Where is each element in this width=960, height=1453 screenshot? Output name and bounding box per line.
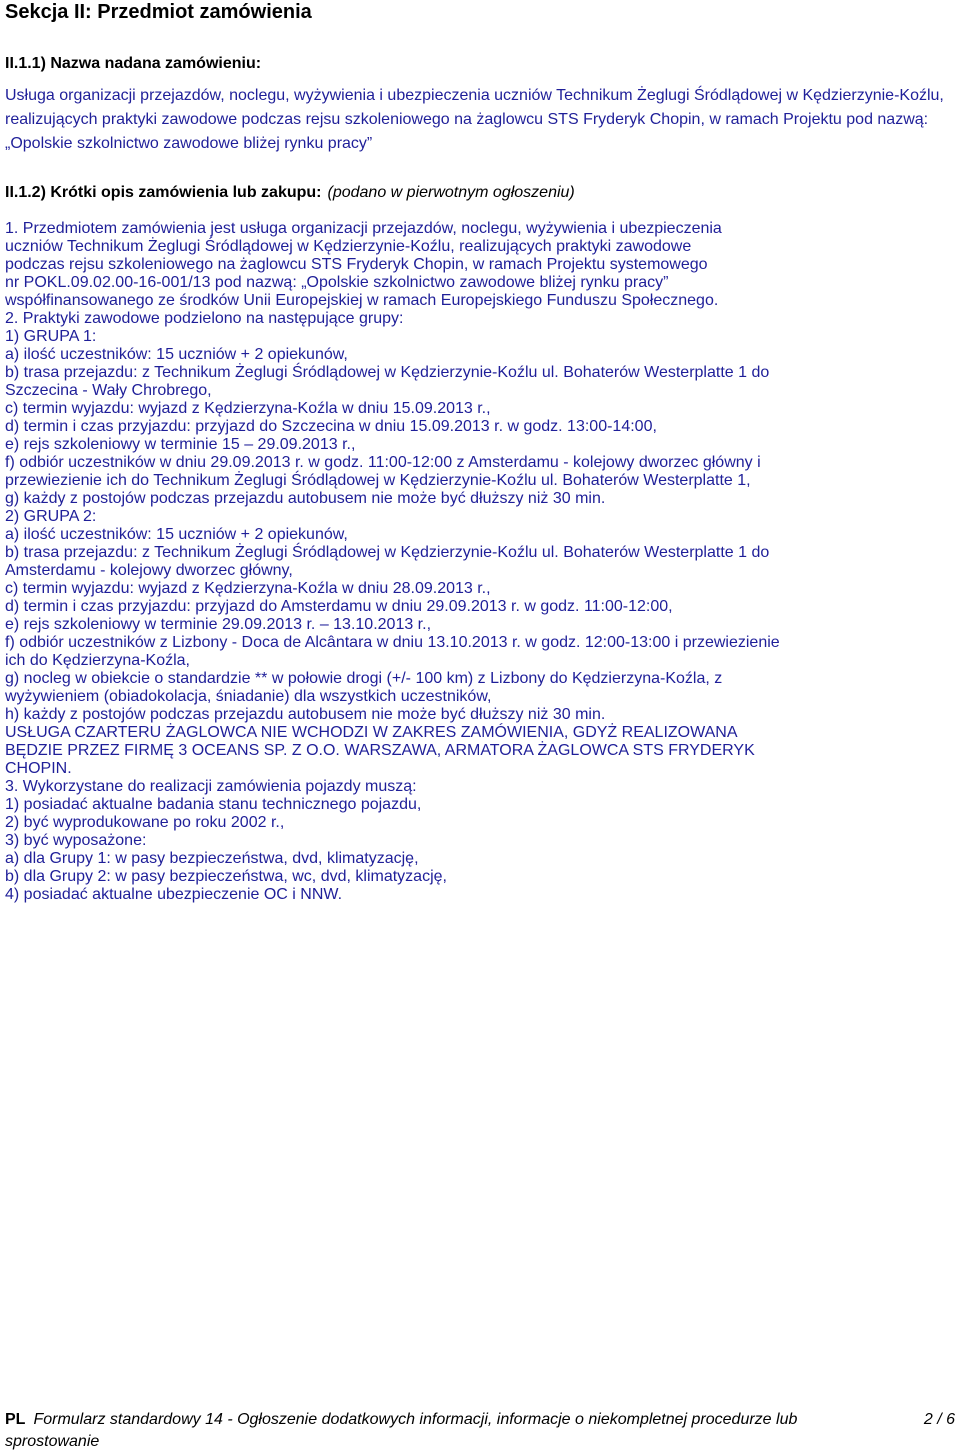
desc-line: 2) GRUPA 2: [5, 508, 97, 525]
desc-line: d) termin i czas przyjazdu: przyjazd do Szczecina w dniu 15.09.2013 r. w godz. 13:00-14:00, [5, 418, 657, 435]
desc-line: 4) posiadać aktualne ubezpieczenie OC i NNW. [5, 886, 343, 903]
desc-line: ich do Kędzierzyna-Koźla, [5, 652, 190, 669]
desc-line: e) rejs szkoleniowy w terminie 29.09.2013 r. – 13.10.2013 r., [5, 616, 432, 633]
desc-line: h) każdy z postojów podczas przejazdu autobusem nie może być dłuższy niż 30 min. [5, 706, 606, 723]
desc-line: podczas rejsu szkoleniowego na żaglowcu STS Fryderyk Chopin, w ramach Projektu systemowego [5, 256, 708, 273]
footer [5, 1409, 805, 1453]
desc-line: USŁUGA CZARTERU ŻAGLOWCA NIE WCHODZI W ZAKRES ZAMÓWIENIA, GDYŻ REALIZOWANA [5, 724, 738, 741]
desc-line: 3. Wykorzystane do realizacji zamówienia pojazdy muszą: [5, 778, 417, 795]
desc-line: a) dla Grupy 1: w pasy bezpieczeństwa, dvd, klimatyzację, [5, 850, 419, 867]
desc-line: a) ilość uczestników: 15 uczniów + 2 opiekunów, [5, 526, 348, 543]
desc-line: Amsterdamu - kolejowy dworzec główny, [5, 562, 293, 579]
desc-line: f) odbiór uczestników w dniu 29.09.2013 r. w godz. 11:00-12:00 z Amsterdamu - kolejowy dworzec główny i [5, 454, 761, 471]
desc-line: b) dla Grupy 2: w pasy bezpieczeństwa, wc, dvd, klimatyzację, [5, 868, 447, 885]
desc-line: przewiezienie ich do Technikum Żeglugi Śródlądowej w Kędzierzynie-Koźlu ul. Bohaterów Westerplatte 1, [5, 472, 751, 489]
desc-line: nr POKL.09.02.00-16-001/13 pod nazwą: „Opolskie szkolnictwo zawodowe bliżej rynku pracy” [5, 274, 669, 291]
name-text: Usługa organizacji przejazdów, noclegu, wyżywienia i ubezpieczenia uczniów Technikum Żeglugi Śródlądowej w Kędzierzynie-Koźlu, realizujących praktyki zawodowe podczas rejsu szkoleniowego na żaglowcu STS Fryderyk Chopin, w ramach Projektu pod nazwą: „Opolskie szkolnictwo zawodowe bliżej rynku pracy” [5, 87, 944, 152]
desc-line: e) rejs szkoleniowy w terminie 15 – 29.09.2013 r., [5, 436, 356, 453]
desc-line: 1. Przedmiotem zamówienia jest usługa organizacji przejazdów, noclegu, wyżywienia i ubezpieczenia [5, 220, 722, 237]
desc-line: f) odbiór uczestników z Lizbony - Doca de Alcântara w dniu 13.10.2013 r. w godz. 12:00-13:00 i przewiezienie [5, 634, 780, 651]
short-desc-body [5, 220, 957, 904]
desc-line: c) termin wyjazdu: wyjazd z Kędzierzyna-Koźla w dniu 15.09.2013 r., [5, 400, 491, 417]
short-desc-heading [5, 183, 575, 203]
desc-line: CHOPIN. [5, 760, 72, 777]
desc-line: BĘDZIE PRZEZ FIRMĘ 3 OCEANS SP. Z O.O. WARSZAWA, ARMATORA ŻAGLOWCA STS FRYDERYK [5, 742, 755, 759]
page-number: 2 / 6 [923, 1411, 955, 1428]
desc-line: a) ilość uczestników: 15 uczniów + 2 opiekunów, [5, 346, 348, 363]
desc-line: Szczecina - Wały Chrobrego, [5, 382, 212, 399]
short-desc-note: (podano w pierwotnym ogłoszeniu) [327, 184, 575, 201]
desc-line: 1) GRUPA 1: [5, 328, 97, 345]
desc-line: g) nocleg w obiekcie o standardzie ** w połowie drogi (+/- 100 km) z Lizbony do Kędzierzyna-Koźla, z [5, 670, 723, 687]
desc-line: 1) posiadać aktualne badania stanu technicznego pojazdu, [5, 796, 422, 813]
desc-line: uczniów Technikum Żeglugi Śródlądowej w Kędzierzynie-Koźlu, realizujących praktyki zawodowe [5, 238, 692, 255]
desc-line: współfinansowanego ze środków Unii Europejskiej w ramach Europejskiego Funduszu Społecznego. [5, 292, 719, 309]
desc-line: g) każdy z postojów podczas przejazdu autobusem nie może być dłuższy niż 30 min. [5, 490, 606, 507]
short-desc-heading-label: II.1.2) Krótki opis zamówienia lub zakupu: [5, 184, 322, 201]
desc-line: c) termin wyjazdu: wyjazd z Kędzierzyna-Koźla w dniu 28.09.2013 r., [5, 580, 491, 597]
footer-lang: PL [5, 1411, 26, 1428]
desc-line: wyżywieniem (obiadokolacja, śniadanie) dla wszystkich uczestników, [5, 688, 492, 705]
name-heading: II.1.1) Nazwa nadana zamówieniu: [5, 55, 262, 72]
section-title: Sekcja II: Przedmiot zamówienia [5, 1, 312, 23]
desc-line: b) trasa przejazdu: z Technikum Żeglugi Śródlądowej w Kędzierzynie-Koźlu ul. Bohaterów Westerplatte 1 do [5, 544, 770, 561]
desc-line: 2) być wyprodukowane po roku 2002 r., [5, 814, 285, 831]
desc-line: b) trasa przejazdu: z Technikum Żeglugi Śródlądowej w Kędzierzynie-Koźlu ul. Bohaterów Westerplatte 1 do [5, 364, 770, 381]
desc-line: 3) być wyposażone: [5, 832, 147, 849]
desc-line: d) termin i czas przyjazdu: przyjazd do Amsterdamu w dniu 29.09.2013 r. w godz. 11:00-12:00, [5, 598, 673, 615]
footer-form-name: Formularz standardowy 14 - Ogłoszenie dodatkowych informacji, informacje o niekompletnej procedurze lub sprostowanie [5, 1411, 798, 1450]
desc-line: 2. Praktyki zawodowe podzielono na następujące grupy: [5, 310, 404, 327]
